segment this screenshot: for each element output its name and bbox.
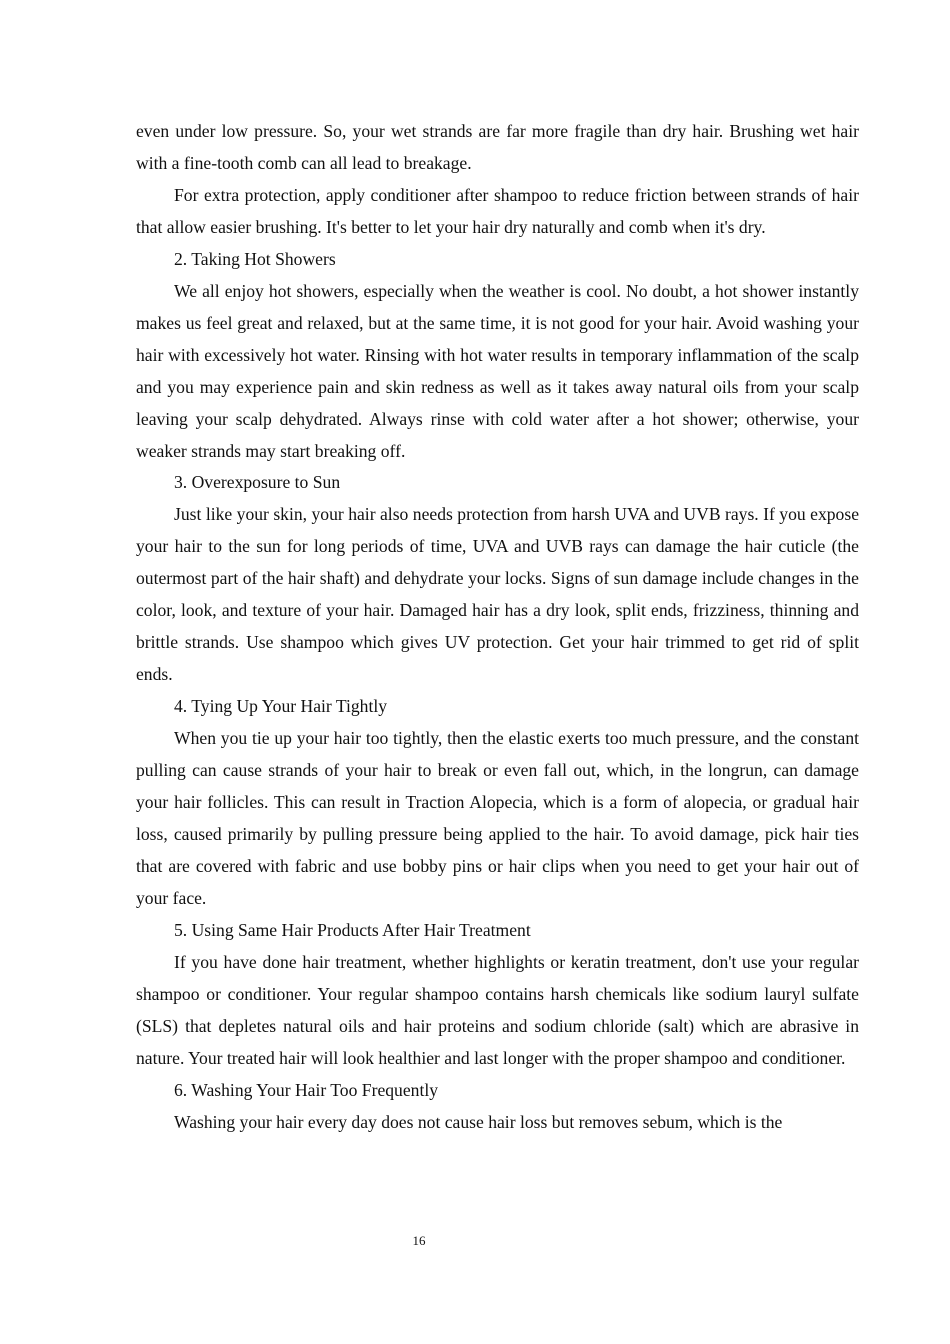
heading-same-products: 5. Using Same Hair Products After Hair Treatment: [174, 919, 531, 940]
paragraph-continuation: even under low pressure. So, your wet strands are far more fragile than dry hair. Brushing wet hair with a fine-tooth comb can all lead to breakage.: [136, 121, 859, 173]
heading-tying-hair: 4. Tying Up Your Hair Tightly: [174, 696, 388, 717]
paragraph-conditioner-tip: For extra protection, apply conditioner after shampoo to reduce friction between strands of hair that allow easier brushing. It's better to let your hair dry naturally and comb when it's dry.: [136, 184, 859, 237]
paragraph-hot-showers: We all enjoy hot showers, especially when the weather is cool. No doubt, a hot shower instantly makes us feel great and relaxed, but at the same time, it is not good for your hair. Avoid washing your hair with excessively hot water. Rinsing with hot water results in temporary inflammation of the scalp and you may experience pain and skin redness as well as it takes away natural oils from your scalp leaving your scalp dehydrated. Always rinse with cold water after a hot shower; otherwise, your weaker strands may start breaking off.: [136, 280, 859, 461]
paragraph-same-products: If you have done hair treatment, whether highlights or keratin treatment, don't use your regular shampoo or conditioner. Your regular shampoo contains harsh chemicals like sodium lauryl sulfate (SLS) that depletes natural oils and hair proteins and sodium chloride (salt) which are abrasive in nature. Your treated hair will look healthier and last longer with the proper shampoo and conditioner.: [136, 951, 859, 1068]
heading-washing-frequently: 6. Washing Your Hair Too Frequently: [174, 1079, 439, 1100]
heading-hot-showers: 2. Taking Hot Showers: [174, 248, 336, 269]
paragraph-washing-frequently: Washing your hair every day does not cause hair loss but removes sebum, which is the: [174, 1111, 783, 1132]
document-page: [136, 116, 859, 1139]
heading-overexposure-sun: 3. Overexposure to Sun: [174, 472, 341, 493]
paragraph-overexposure-sun: Just like your skin, your hair also needs protection from harsh UVA and UVB rays. If you expose your hair to the sun for long periods of time, UVA and UVB rays can damage the hair cuticle (the outermost part of the hair shaft) and dehydrate your locks. Signs of sun damage include changes in the color, look, and texture of your hair. Damaged hair has a dry look, split ends, frizziness, thinning and brittle strands. Use shampoo which gives UV protection. Get your hair trimmed to get rid of split ends.: [136, 504, 859, 685]
page-number: 16: [412, 1233, 426, 1248]
paragraph-tying-hair: When you tie up your hair too tightly, then the elastic exerts too much pressure, and the constant pulling can cause strands of your hair to break or even fall out, which, in the longrun, can damage your hair follicles. This can result in Traction Alopecia, which is a form of alopecia, or gradual hair loss, caused primarily by pulling pressure being applied to the hair. To avoid damage, pick hair ties that are covered with fabric and use bobby pins or hair clips when you need to get your hair out of your face.: [136, 728, 859, 908]
